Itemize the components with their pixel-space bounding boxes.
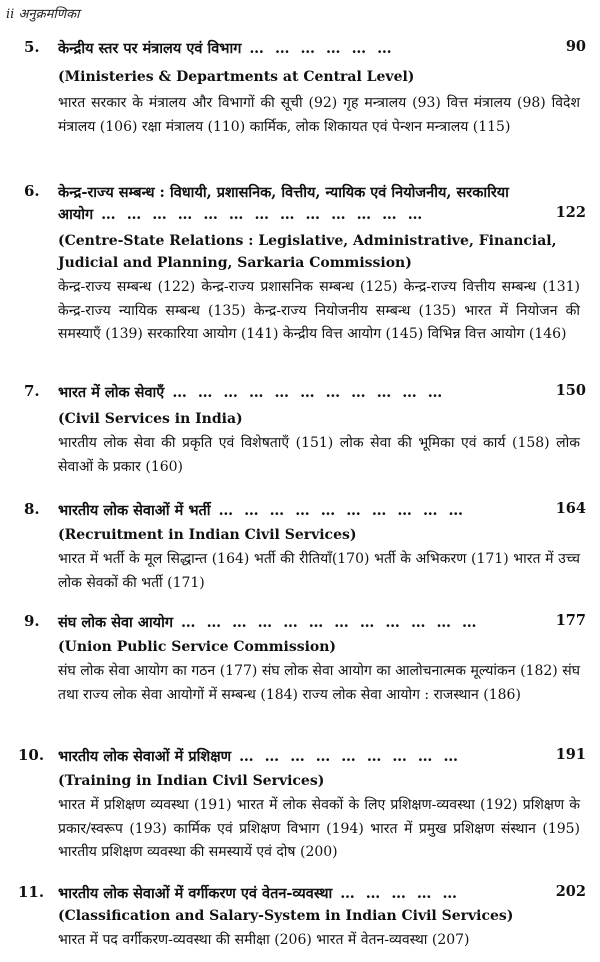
chapter-title-continued: आयोग [58,206,94,223]
page-number: 202 [555,883,586,900]
chapter-english-title: (Civil Services in India) [58,411,243,427]
chapter-title: केन्द्रीय स्तर पर मंत्रालय एवं विभाग [58,40,242,57]
running-head: ii अनुक्रमणिका [6,7,80,22]
leader-dots: … … … … … … … … … … [218,502,466,519]
chapter-number: 9. [24,612,40,630]
chapter-number: 10. [18,746,45,764]
chapter-description: भारत में भर्ती के मूल सिद्धान्त (164) भर्ती की रीतियाँ(170) भर्ती के अभिकरण (171) भारत में उच्च लोक सेवकों की भर्ती (171) [58,551,580,591]
page-number: 164 [555,500,586,517]
chapter-description: भारत में प्रशिक्षण व्यवस्था (191) भारत में लोक सेवकों के लिए प्रशिक्षण-व्यवस्था (192) प्रशिक्षण के प्रकार/स्वरूप (193) कार्मिक एवं प्रशिक्षण विभाग (194) भारत में प्रमुख प्रशिक्षण संस्थान (195) भारतीय प्रशिक्षण व्यवस्था की समस्यायें एवं दोष (200) [58,797,580,860]
chapter-english-title: (Centre-State Relations : Legislative, Administrative, Financial, Judicial and Planning, Sarkaria Commission) [58,233,557,271]
leader-dots: … … … … … [340,885,460,902]
chapter-description: भारत सरकार के मंत्रालय और विभागों की सूची (92) गृह मन्त्रालय (93) वित्त मंत्रालय (98) विदेश मंत्रालय (106) रक्षा मंत्रालय (110) कार्मिक, लोक शिकायत एवं पेन्शन मन्त्रालय (115) [58,95,580,135]
leader-dots: … … … … … … [249,40,395,57]
page-number: 122 [555,204,586,221]
chapter-title: भारतीय लोक सेवाओं में वर्गीकरण एवं वेतन-व्यवस्था [58,885,333,902]
chapter-title: भारतीय लोक सेवाओं में प्रशिक्षण [58,748,232,765]
chapter-description: केन्द्र-राज्य सम्बन्ध (122) केन्द्र-राज्य प्रशासनिक सम्बन्ध (125) केन्द्र-राज्य वित्तीय सम्बन्ध (131) केन्द्र-राज्य न्यायिक सम्बन्ध (135) केन्द्र-राज्य नियोजनीय सम्बन्ध (135) भारत में नियोजन की समस्याएँ (139) सरकारिया आयोग (141) केन्द्रीय वित्त आयोग (145) विभिन्न वित्त आयोग (146) [58,279,580,342]
chapter-description: भारत में पद वर्गीकरण-व्यवस्था की समीक्षा (206) भारत में वेतन-व्यवस्था (207) [58,932,470,948]
page-number: 191 [555,746,586,763]
leader-dots: … … … … … … … … … … … … [181,614,480,631]
leader-dots: … … … … … … … … … … … … … [101,206,426,223]
chapter-number: 11. [18,883,45,901]
page-number: 177 [555,612,586,629]
chapter-title: भारतीय लोक सेवाओं में भर्ती [58,502,211,519]
chapter-number: 8. [24,500,40,518]
leader-dots: … … … … … … … … … [239,748,461,765]
chapter-title: भारत में लोक सेवाएँ [58,384,165,401]
chapter-title: केन्द्र-राज्य सम्बन्ध : विधायी, प्रशासनिक, वित्तीय, न्यायिक एवं नियोजनीय, सरकारिया [58,184,509,201]
chapter-english-title: (Union Public Service Commission) [58,639,337,655]
chapter-english-title: (Training in Indian Civil Services) [58,773,325,789]
chapter-description: भारतीय लोक सेवा की प्रकृति एवं विशेषताएँ (151) लोक सेवा की भूमिका एवं कार्य (158) लोक सेवाओं के प्रकार (160) [58,435,580,475]
chapter-number: 6. [24,182,40,200]
leader-dots: … … … … … … … … … … … [172,384,446,401]
chapter-english-title: (Classification and Salary-System in Indian Civil Services) [58,908,514,924]
chapter-english-title: (Recruitment in Indian Civil Services) [58,527,357,543]
chapter-number: 7. [24,382,40,400]
page-number: 90 [565,38,586,55]
page-number: 150 [555,382,586,399]
chapter-number: 5. [24,38,40,56]
chapter-title: संघ लोक सेवा आयोग [58,614,174,631]
chapter-english-title: (Ministeries & Departments at Central Level) [58,69,415,85]
chapter-description: संघ लोक सेवा आयोग का गठन (177) संघ लोक सेवा आयोग का आलोचनात्मक मूल्यांकन (182) संघ तथा राज्य लोक सेवा आयोगों में सम्बन्ध (184) राज्य लोक सेवा आयोग : राजस्थान (186) [58,663,580,703]
